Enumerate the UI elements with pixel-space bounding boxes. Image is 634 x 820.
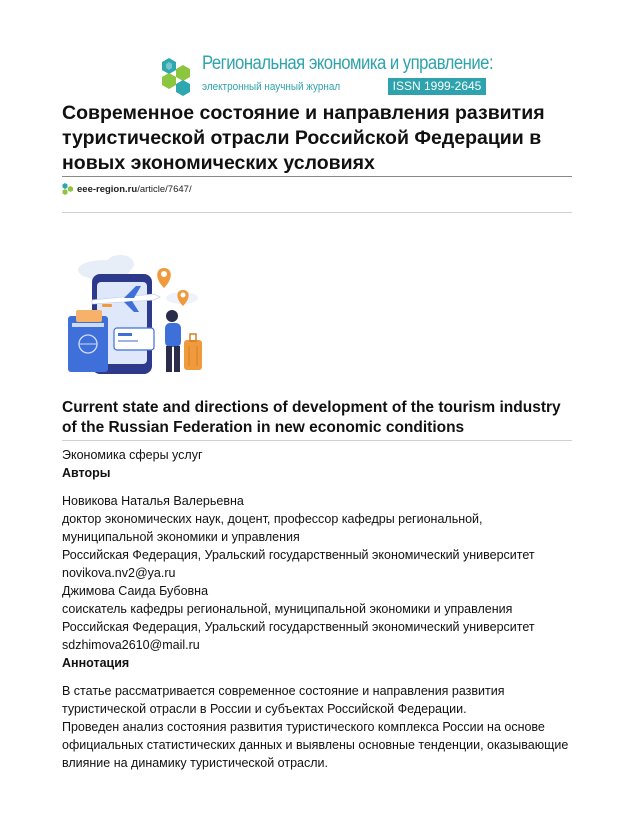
author-email[interactable]: sdzhimova2610@mail.ru: [62, 638, 200, 652]
annotation-block: [62, 682, 582, 772]
annotation-heading: Аннотация: [62, 656, 130, 670]
source-path[interactable]: /article/7647/: [137, 183, 192, 195]
source-domain[interactable]: eee-region.ru: [77, 183, 138, 195]
source-divider: [62, 212, 572, 213]
author-info-line: Российская Федерация, Уральский государственный экономический университет: [62, 548, 535, 562]
title-ru-line: новых экономических условиях: [62, 152, 375, 174]
title-en-divider: [62, 440, 572, 441]
annotation-line: туристической отрасли в России и субъектах Российской Федерации.: [62, 702, 467, 716]
title-ru-line: туристической отрасли Российской Федерации в: [62, 127, 542, 149]
author-info-line: соискатель кафедры региональной, муниципальной экономики и управления: [62, 602, 513, 616]
journal-subtitle: электронный научный журнал: [202, 81, 341, 93]
article-title-en: [62, 398, 582, 438]
title-divider: [62, 176, 572, 177]
author-email[interactable]: novikova.nv2@ya.ru: [62, 566, 176, 580]
category-block: [62, 446, 582, 482]
title-en-line: Current state and directions of development of the tourism industry: [62, 399, 561, 416]
suitcase-shape: [184, 340, 202, 370]
category-label: Экономика сферы услуг: [62, 448, 203, 462]
annotation-line: В статье рассматривается современное состояние и направления развития: [62, 684, 505, 698]
person-head: [166, 310, 178, 322]
site-favicon-icon: [62, 183, 74, 195]
author-info-line: доктор экономических наук, доцент, профессор кафедры региональной,: [62, 512, 483, 526]
author-name: Новикова Наталья Валерьевна: [62, 494, 244, 508]
title-en-line: of the Russian Federation in new economic conditions: [62, 419, 465, 436]
annotation-line: влияние на динамику туристической отрасли.: [62, 756, 328, 770]
ticket-shape: [114, 328, 154, 350]
author-info-line: муниципальной экономики и управления: [62, 530, 300, 544]
author-info-line: Российская Федерация, Уральский государственный экономический университет: [62, 620, 535, 634]
annotation-line: официальных статистических данных и выявлены основные тенденции, оказывающие: [62, 738, 569, 752]
source-link[interactable]: [62, 183, 192, 195]
journal-logo: [156, 53, 494, 96]
annotation-line: Проведен анализ состояния развития туристического комплекса России на основе: [62, 720, 545, 734]
title-ru-line: Современное состояние и направления развития: [62, 102, 545, 124]
authors-block: [62, 492, 582, 672]
hexagon-cluster-icon: [156, 56, 196, 96]
authors-heading: Авторы: [62, 466, 111, 480]
travel-illustration: [62, 240, 218, 380]
journal-title: Региональная экономика и управление:: [202, 53, 494, 74]
article-title-ru: [62, 101, 582, 176]
issn-badge: ISSN 1999-2645: [388, 78, 486, 95]
person-body: [165, 323, 181, 347]
cloud-shape: [106, 255, 134, 273]
author-name: Джимова Саида Бубовна: [62, 584, 209, 598]
